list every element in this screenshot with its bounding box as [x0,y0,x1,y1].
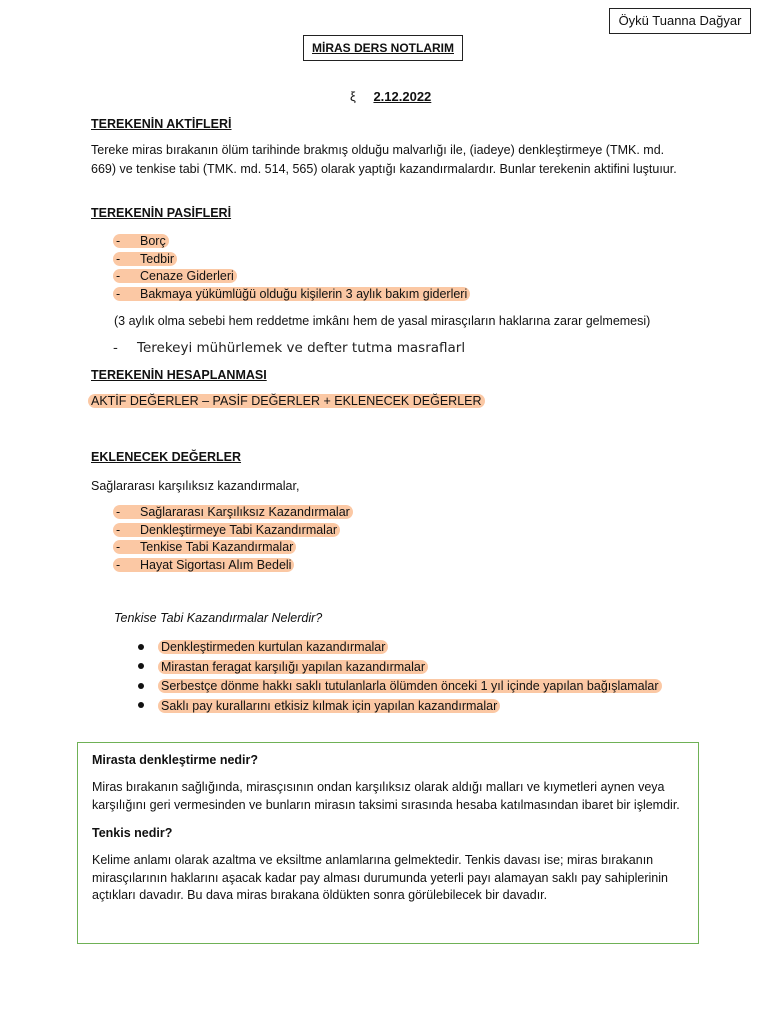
hesaplanmasi-heading: TEREKENİN HESAPLANMASI [91,368,267,382]
answer-denklestirme: Miras bırakanın sağlığında, mirasçısının ondan karşılıksız olarak aldığı malları ve kıymetleri aynen veya karşılığını geri vermesinden ve bunların mirasın taksimi sırasında hesaba katılmasından ibaret bir işlemdir. [92,780,680,812]
list-item: - Cenaze Giderleri [113,268,470,286]
list-item: - Tedbir [113,251,470,269]
date-value: 2.12.2022 [373,89,432,104]
question-tenkis: Tenkis nedir? [92,826,173,840]
bullet-icon [138,683,144,689]
tenkise-question: Tenkise Tabi Kazandırmalar Nelerdir? [114,611,323,625]
list-item: Denkleştirmeden kurtulan kazandırmalar [138,638,662,658]
list-item: Mirastan feragat karşılığı yapılan kazandırmalar [138,658,662,678]
definitions-box [77,742,699,944]
xi-symbol: ξ [350,89,356,104]
list-item: Saklı pay kurallarını etkisiz kılmak için yapılan kazandırmalar [138,697,662,717]
eklenecek-intro: Sağlararası karşılıksız kazandırmalar, [91,479,300,493]
eklenecek-list [113,504,353,574]
list-item: - Denkleştirmeye Tabi Kazandırmalar [113,522,353,540]
aktifler-text: Tereke miras bırakanın ölüm tarihinde brakmış olduğu malvarlığı ile, (iadeye) denkleştirmeye (TMK. md. 669) ve tenkise tabi (TMK. md. 514, 565) olarak yaptığı kazandırmalardır. Bunlar terekenin aktifini luştuıur. [91,143,677,176]
pasifler-extra: - Terekeyi mühürlemek ve defter tutma masraflarl [113,340,466,356]
page-title: MİRAS DERS NOTLARIM [303,35,463,61]
pasifler-note: (3 aylık olma sebebi hem reddetme imkânı hem de yasal mirasçıların haklarına zarar gelmemesi) [114,314,651,328]
tenkise-list [138,638,662,716]
list-item: - Borç [113,233,470,251]
pasifler-heading: TEREKENİN PASİFLERİ [91,206,232,220]
list-item: - Bakmaya yükümlüğü olduğu kişilerin 3 aylık bakım giderleri [113,286,470,304]
answer-tenkis: Kelime anlamı olarak azaltma ve eksiltme anlamlarına gelmektedir. Tenkis davası ise; miras bırakanın mirasçılarının haklarını aşacak kadar pay alması durumunda yeterli payı alamayan saklı pay sahiplerinin açtıkları davadır. Bu dava miras bırakana öldükten sonra görülebilecek bir davadır. [92,853,668,902]
list-item: - Sağlararası Karşılıksız Kazandırmalar [113,504,353,522]
question-denklestirme: Mirasta denkleştirme nedir? [92,753,259,767]
bullet-icon [138,663,144,669]
formula: AKTİF DEĞERLER – PASİF DEĞERLER + EKLENECEK DEĞERLER [88,394,485,408]
list-item: - Tenkise Tabi Kazandırmalar [113,539,353,557]
date-line [350,89,431,104]
pasifler-list [113,233,470,303]
author-name: Öykü Tuanna Dağyar [609,8,751,34]
bullet-icon [138,702,144,708]
bullet-icon [138,644,144,650]
list-item: - Hayat Sigortası Alım Bedeli [113,557,353,575]
list-item: Serbestçe dönme hakkı saklı tutulanlarla ölümden önceki 1 yıl içinde yapılan bağışlamalar [138,677,662,697]
aktifler-heading: TEREKENİN AKTİFLERİ [91,117,232,131]
eklenecek-heading: EKLENECEK DEĞERLER [91,450,242,464]
